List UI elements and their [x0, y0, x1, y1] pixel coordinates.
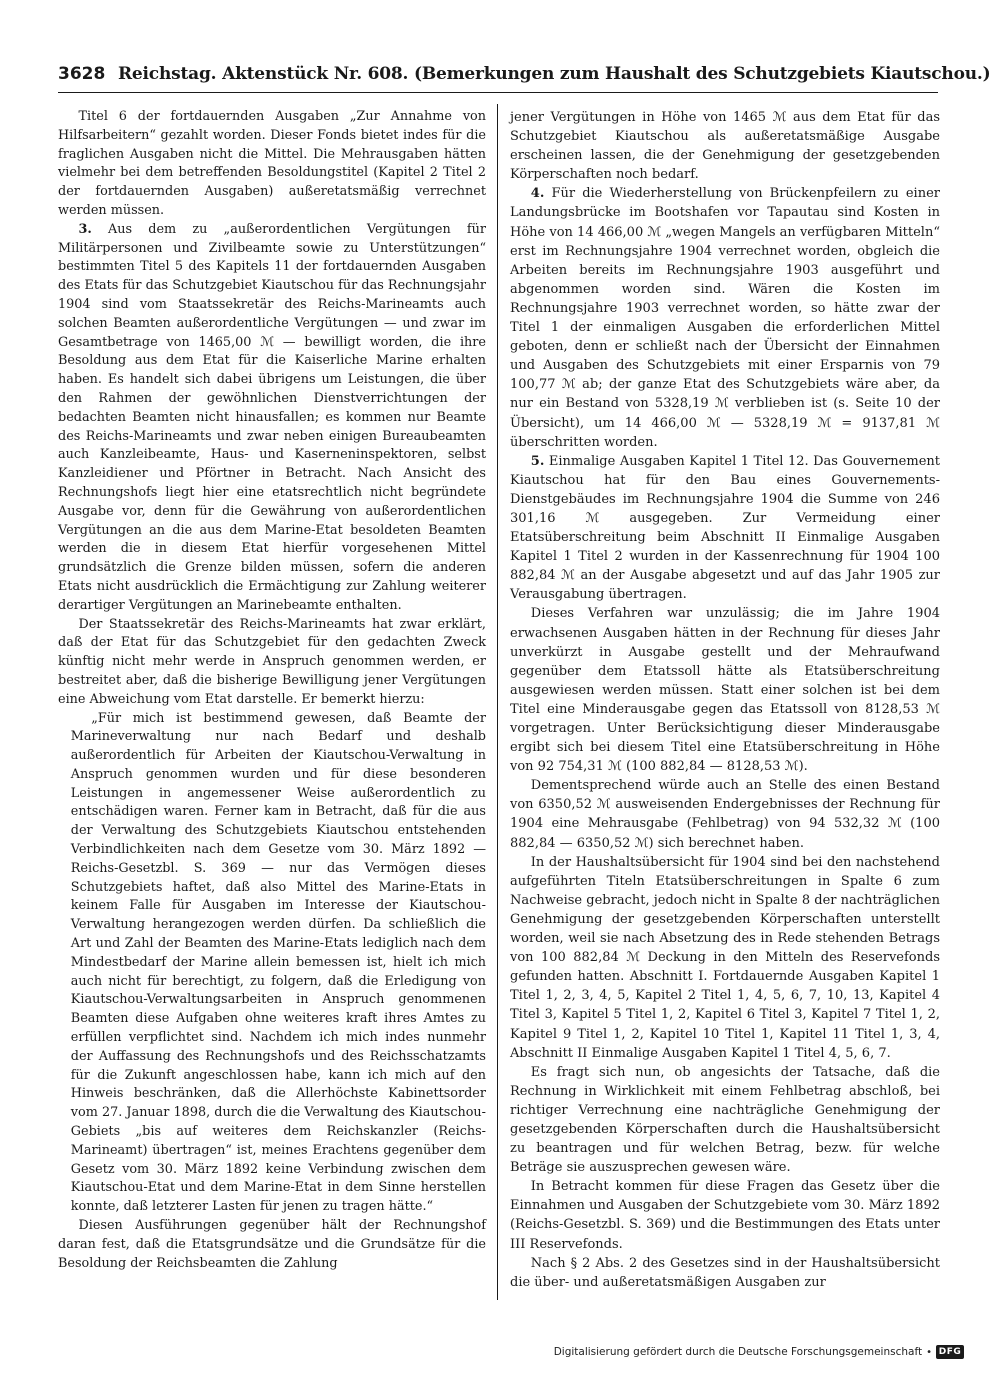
footer — [554, 1342, 964, 1362]
paragraph-text: In der Haushaltsübersicht für 1904 sind bei den nachstehend aufgeführten Titeln Etatsüberschreitungen in Spalte 6 zum Nachweise gebracht, jedoch nicht in Spalte 8 der nachträglichen Genehmigung der gesetzgebenden Körperschaften unterstellt worden, weil sie nach Absetzung des in Rede stehenden Betrags von 100 882,84 ℳ Deckung in den Mitteln des Reservefonds gefunden hatten. Abschnitt I. Fortdauernde Ausgaben Kapitel 1 Titel 1, 2, 3, 4, 5, Kapitel 2 Titel 1, 4, 5, 6, 7, 10, 13, Kapitel 4 Titel 3, Kapitel 5 Titel 1, 2, Kapitel 6 Titel 3, Kapitel 7 Titel 1, 2, Kapitel 9 Titel 1, 2, Kapitel 10 Titel 1, Kapitel 11 Titel 1, 3, 4, Abschnitt II Einmalige Ausgaben Kapitel 1 Titel 4, 5, 6, 7. — [510, 854, 940, 1061]
footer-credit: Digitalisierung gefördert durch die Deutsche Forschungsgemeinschaft — [553, 1346, 923, 1358]
paragraph — [510, 1254, 940, 1292]
running-head: Reichstag. Aktenstück Nr. 608. (Bemerkungen zum Haushalt des Schutzgebiets Kiautschou.) — [118, 64, 991, 84]
page-number: 3628 — [58, 64, 106, 84]
paragraph-number: 3. — [78, 221, 92, 237]
paragraph-text: Dementsprechend würde auch an Stelle des einen Bestand von 6350,52 ℳ ausweisenden Endergebnisses der Rechnung für 1904 eine Mehrausgabe (Fehlbetrag) von 94 532,32 ℳ (100 882,84 — 6350,52 ℳ) sich berechnet haben. — [510, 778, 940, 851]
paragraph — [510, 108, 940, 184]
paragraph-text: Dieses Verfahren war unzulässig; die im Jahre 1904 erwachsenen Ausgaben hätten in der Rechnung für dieses Jahr unverkürzt in Ausgabe gestellt und der Mehraufwand gegenüber dem Etatssoll hätte als Etatsüberschreitung ausgewiesen werden müssen. Statt einer solchen ist bei dem Titel eine Minderausgabe gegen das Etatssoll von 8128,53 ℳ vorgetragen. Unter Berücksichtigung dieser Minderausgabe ergibt sich bei diesem Titel eine Etatsüberschreitung in Höhe von 92 754,31 ℳ (100 882,84 — 8128,53 ℳ). — [510, 606, 940, 775]
right-column — [510, 108, 940, 1292]
paragraph — [510, 452, 940, 605]
dfg-logo-icon: DFG — [936, 1345, 964, 1359]
paragraph — [510, 776, 940, 852]
paragraph — [510, 1063, 940, 1178]
paragraph-text: Nach § 2 Abs. 2 des Gesetzes sind in der Haushaltsübersicht die über- und außeretatsmäßigen Ausgaben zur — [510, 1255, 940, 1290]
column-divider — [497, 104, 498, 1300]
paragraph-text: Einmalige Ausgaben Kapitel 1 Titel 12. Das Gouvernement Kiautschou hat für den Bau eines Gouvernements-Dienstgebäudes im Rechnungsjahre 1904 die Summe von 246 301,16 ℳ ausgegeben. Zur Vermeidung einer Etatsüberschreitung beim Abschnitt II Einmalige Ausgaben Kapitel 1 Titel 2 wurden in der Kassenrechnung für 1904 100 882,84 ℳ an der Ausgabe abgesetzt und auf das Jahr 1905 zur Verausgabung übertragen. — [510, 453, 940, 603]
paragraph — [510, 853, 940, 1063]
paragraph-text: Diesen Ausführungen gegenüber hält der Rechnungshof daran fest, daß die Etatsgrundsätze und die Grundsätze für die Besoldung der Reichsbeamten die Zahlung — [58, 1218, 486, 1271]
paragraph-number: 5. — [530, 453, 545, 469]
paragraph — [510, 184, 940, 451]
paragraph-text: „Für mich ist bestimmend gewesen, daß Beamte der Marineverwaltung nur nach Bedarf und deshalb außerordentlich für Arbeiten der Kiautschou-Verwaltung in Anspruch genommen wurden und für diese besonderen Leistungen in angemessener Weise außerordentlich zu entschädigen waren. Ferner kam in Betracht, daß für die aus der Verwaltung des Schutzgebiets Kiautschou entstehenden Verbindlichkeiten nach dem Gesetze vom 30. März 1892 — Reichs-Gesetzbl. S. 369 — nur das Vermögen dieses Schutzgebiets haftet, daß also Mittel des Marine-Etats in keinem Falle für Ausgaben im Interesse der Kiautschou-Verwaltung herangezogen werden dürfen. Da schließlich die Art und Zahl der Beamten des Marine-Etats lediglich nach dem Mindestbedarf der Marine allein bemessen ist, hielt ich mich auch nicht für berechtigt, zu folgern, daß die Erledigung von Kiautschou-Verwaltungsarbeiten in Anspruch genommenen Beamten diese Aufgaben ohne weiteres kraft ihres Amtes zu erfüllen verpflichtet sind. Nachdem ich mich indes nunmehr der Auffassung des Rechnungshofs und des Reichsschatzamts für die Zukunft angeschlossen habe, kann ich mich auf den Hinweis beschränken, daß die Allerhöchste Kabinettsorder vom 27. Januar 1898, durch die die Verwaltung des Kiautschou-Gebiets „bis auf weiteres dem Reichskanzler (Reichs-Marineamt) übertragen“ ist, meines Erachtens gegenüber dem Gesetz vom 30. März 1892 keine Verbindung zwischen dem Kiautschou-Etat und dem Marine-Etat in dem Sinne herstellen konnte, daß letzterer Lasten für jenen zu tragen hätte.“ — [70, 710, 486, 1215]
paragraph-number: 4. — [530, 186, 545, 202]
paragraph-text: jener Vergütungen in Höhe von 1465 ℳ aus dem Etat für das Schutzgebiet Kiautschou als außeretatsmäßige Ausgabe erscheinen lassen, die der Genehmigung der gesetzgebenden Körperschaften noch bedarf. — [510, 110, 940, 183]
left-column — [58, 108, 486, 1273]
footer-separator: • — [926, 1346, 932, 1358]
paragraph-text: Aus dem zu „außerordentlichen Vergütungen für Militärpersonen und Zivilbeamte sowie zu Unterstützungen“ bestimmten Titel 5 des Kapitels 11 der fortdauernden Ausgaben des Etats für das Schutzgebiet Kiautschou für das Rechnungsjahr 1904 sind vom Staatssekretär des Reichs-Marineamts auch solchen Beamten außerordentliche Vergütungen — und zwar im Gesamtbetrage von 1465,00 ℳ — bewilligt worden, die ihre Besoldung aus dem Etat für die Kaiserliche Marine erhalten haben. Es handelt sich dabei übrigens um Leistungen, die über den Rahmen der gewöhnlichen Dienstverrichtungen der bedachten Beamten nicht hinausfallen; es kommen nur Beamte des Reichs-Marineamts und zwar neben einigen Bureaubeamten auch Kanzleibeamte, Haus- und Kaserneninspektoren, selbst Kanzleidiener und Pförtner in Betracht. Nach Ansicht des Rechnungshofs liegt hier eine etatsrechtlich nicht begründete Ausgabe vor, denn für die Gewährung von außerordentlichen Vergütungen an die aus dem Marine-Etat besoldeten Beamten werden die in diesem Etat hierfür vorgesehenen Mittel grundsätzlich die Grenze bilden müssen, sofern die anderen Etats nicht ausdrücklich die Ermächtigung zur Zahlung weiterer derartiger Vergütungen an Marinebeamte enthalten. — [58, 221, 486, 613]
paragraph-text: In Betracht kommen für diese Fragen das Gesetz über die Einnahmen und Ausgaben der Schutzgebiete vom 30. März 1892 (Reichs-Gesetzbl. S. 369) und die Bestimmungen des Etats unter III Reservefonds. — [510, 1179, 940, 1252]
paragraph — [58, 710, 486, 1218]
paragraph-text: Titel 6 der fortdauernden Ausgaben „Zur Annahme von Hilfsarbeitern“ gezahlt worden. Dieser Fonds bietet indes für die fraglichen Ausgaben nicht die Mittel. Die Mehrausgaben hätten vielmehr bei dem betreffenden Besoldungstitel (Kapitel 2 Titel 2 der fortdauernden Ausgaben) außeretatsmäßig verrechnet werden müssen. — [58, 109, 486, 218]
paragraph — [58, 108, 486, 221]
page-header — [58, 62, 991, 93]
paragraph — [510, 604, 940, 776]
paragraph-text: Für die Wiederherstellung von Brückenpfeilern zu einer Landungsbrücke im Bootshafen vor Tapautau sind Kosten in Höhe von 14 466,00 ℳ „wegen Mangels an verfügbaren Mitteln“ erst im Rechnungsjahre 1904 verrechnet worden, obgleich die Arbeiten bereits im Rechnungsjahre 1903 ausgeführt und abgenommen worden sind. Wären die Kosten im Rechnungsjahre 1903 verrechnet worden, so hätte zwar der Titel 1 der einmaligen Ausgaben die erforderlichen Mittel geboten, denn er schließt nach der Übersicht der Einnahmen und Ausgaben des Schutzgebiets mit einer Ersparnis von 79 100,77 ℳ ab; der ganze Etat des Schutzgebiets wäre aber, da nur ein Bestand von 5328,19 ℳ verblieben ist (s. Seite 10 der Übersicht), um 14 466,00 ℳ — 5328,19 ℳ = 9137,81 ℳ überschritten worden. — [510, 186, 940, 450]
paragraph — [510, 1177, 940, 1253]
paragraph — [58, 221, 486, 616]
paragraph-text: Es fragt sich nun, ob angesichts der Tatsache, daß die Rechnung in Wirklichkeit mit einem Fehlbetrag abschloß, bei richtiger Verrechnung eine nachträgliche Genehmigung der gesetzgebenden Körperschaften durch die Haushaltsübersicht zu beantragen und für welchen Betrag, bezw. für welche Beträge sie auszusprechen gewesen wäre. — [510, 1064, 940, 1176]
paragraph-text: Der Staatssekretär des Reichs-Marineamts hat zwar erklärt, daß der Etat für das Schutzgebiet für den gedachten Zweck künftig nicht mehr werde in Anspruch genommen werden, er bestreitet aber, daß die bisherige Bewilligung jener Vergütungen eine Abweichung vom Etat darstelle. Er bemerkt hierzu: — [58, 616, 486, 707]
paragraph — [58, 1217, 486, 1273]
paragraph — [58, 616, 486, 710]
